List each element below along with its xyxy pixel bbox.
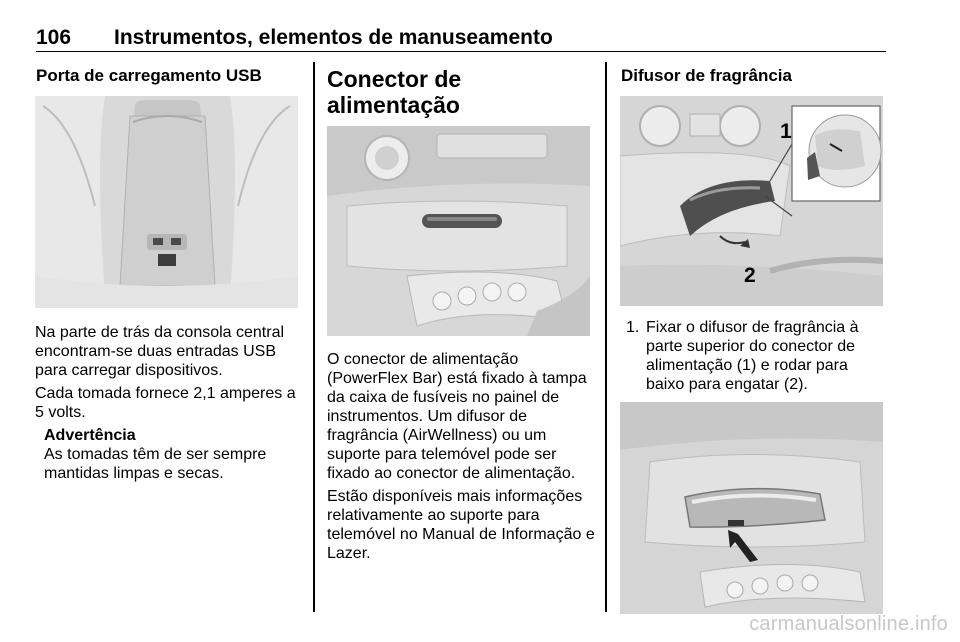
step-item [620,318,888,394]
fragrance-installed-illustration [620,402,883,614]
callout-1: 1 [780,120,792,143]
usb-paragraph-1: Na parte de trás da consola central encontram-se duas entradas USB para carregar dispositivos. [35,324,285,379]
column-divider-left [313,62,315,612]
warning-text: As tomadas têm de ser sempre mantidas limpas e secas. [44,446,267,482]
power-connector-paragraph-2: Estão disponíveis mais informações relativamente ao suporte para telemóvel no Manual de Informação e Lazer. [327,488,595,562]
power-connector-illustration [327,126,590,336]
fragrance-heading: Difusor de fragrância [621,66,792,85]
page-header [36,22,886,52]
column-fragrance [620,66,888,614]
warning-title: Advertência [44,427,136,444]
callout-2: 2 [744,264,756,287]
fragrance-steps [620,318,888,394]
power-connector-paragraph-1: O conector de alimentação (PowerFlex Bar) está fixado à tampa da caixa de fusíveis no painel de instrumentos. Um difusor de fragrância (AirWellness) ou um suporte para telemóvel pode ser fixado ao conector de alimentação. [327,351,587,482]
fragrance-fitting-illustration [620,96,883,306]
power-connector-heading: Conector de alimentação [327,66,462,118]
usb-heading: Porta de carregamento USB [36,66,262,85]
usb-paragraph-2: Cada tomada fornece 2,1 amperes a 5 volts. [35,385,296,421]
column-divider-right [605,62,607,612]
section-title: Instrumentos, elementos de manuseamento [114,26,553,49]
watermark: carmanualsonline.info [749,613,948,635]
page-number: 106 [36,26,72,49]
usb-warning [35,426,303,483]
column-usb [35,66,303,483]
column-power-connector [327,66,595,563]
step-number: 1. [626,319,640,336]
usb-console-illustration [35,96,298,308]
step-text: Fixar o difusor de fragrância à parte superior do conector de alimentação (1) e rodar para baixo para engatar (2). [646,319,859,393]
